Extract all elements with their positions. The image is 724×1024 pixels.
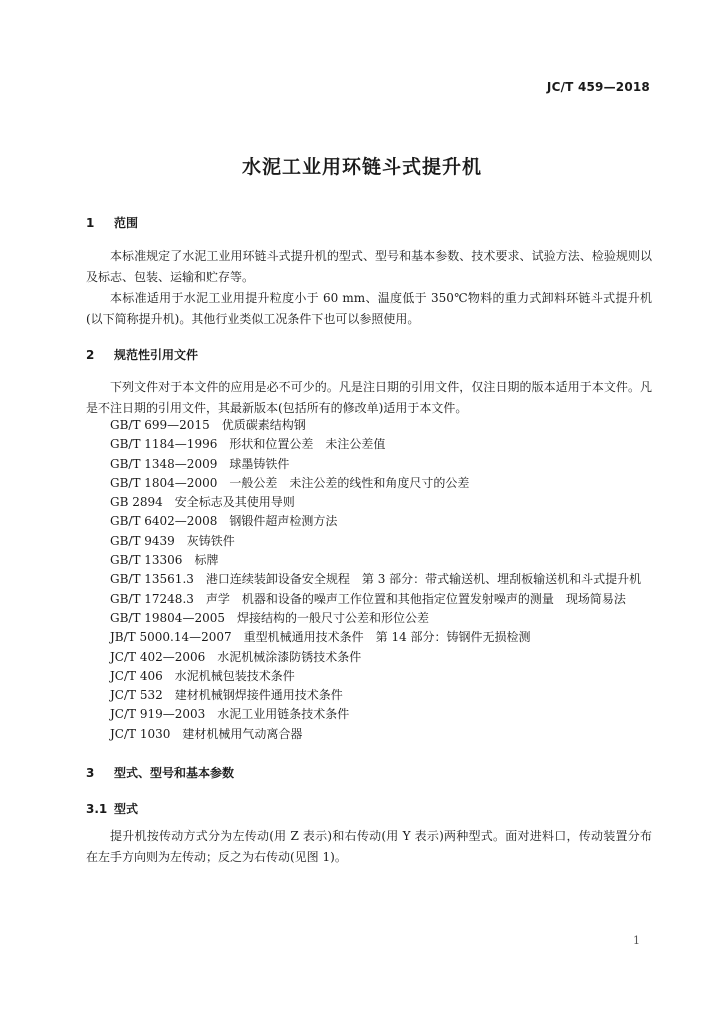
- document-title: 水泥工业用环链斗式提升机: [241, 156, 482, 178]
- section-1-title: 范围: [114, 216, 139, 230]
- section-1-heading: [86, 214, 138, 231]
- reference-item: JC/T 532 建材机械钢焊接件通用技术条件: [110, 688, 343, 703]
- section-1-paragraph-2: 本标准适用于水泥工业用提升粒度小于 60 mm、温度低于 350℃物料的重力式卸料环链斗式提升机(以下简称提升机)。其他行业类似工况条件下也可以参照使用。: [86, 291, 652, 326]
- reference-item: JC/T 406 水泥机械包装技术条件: [110, 668, 295, 683]
- reference-item: GB 2894 安全标志及其使用导则: [110, 495, 295, 510]
- reference-item: GB/T 1348—2009 球墨铸铁件: [110, 456, 290, 471]
- section-2-intro: 下列文件对于本文件的应用是必不可少的。凡是注日期的引用文件，仅注日期的版本适用于本文件。凡是不注日期的引用文件，其最新版本(包括所有的修改单)适用于本文件。: [86, 380, 652, 415]
- reference-item: GB/T 17248.3 声学 机器和设备的噪声工作位置和其他指定位置发射噪声的测量 现场简易法: [110, 591, 626, 606]
- reference-item: JC/T 919—2003 水泥工业用链条技术条件: [110, 707, 350, 722]
- reference-item: GB/T 13561.3 港口连续装卸设备安全规程 第 3 部分：带式输送机、埋刮板输送机和斗式提升机: [110, 572, 642, 587]
- section-3-1-paragraph: 提升机按传动方式分为左传动(用 Z 表示)和右传动(用 Y 表示)两种型式。面对进料口，传动装置分布在左手方向则为左传动；反之为右传动(见图 1)。: [86, 829, 652, 864]
- section-3-heading: [86, 764, 234, 781]
- section-3-1-heading: [86, 800, 138, 817]
- reference-item: GB/T 1184—1996 形状和位置公差 未注公差值: [110, 437, 386, 452]
- section-2-number: 2: [86, 348, 95, 362]
- page-number: 1: [633, 934, 640, 947]
- reference-item: GB/T 19804—2005 焊接结构的一般尺寸公差和形位公差: [110, 610, 429, 625]
- section-3-1-title: 型式: [114, 802, 139, 816]
- reference-item: JB/T 5000.14—2007 重型机械通用技术条件 第 14 部分：铸钢件无损检测: [110, 630, 531, 645]
- section-3-1-number: 3.1: [86, 802, 108, 816]
- section-1-paragraph-1: 本标准规定了水泥工业用环链斗式提升机的型式、型号和基本参数、技术要求、试验方法、检验规则以及标志、包装、运输和贮存等。: [86, 249, 652, 284]
- section-2-heading: [86, 346, 198, 363]
- reference-item: GB/T 699—2015 优质碳素结构钢: [110, 418, 306, 432]
- document-code: JC/T 459—2018: [546, 80, 650, 94]
- section-2-title: 规范性引用文件: [114, 348, 199, 362]
- section-1-number: 1: [86, 216, 95, 230]
- section-3-number: 3: [86, 766, 95, 780]
- section-3-title: 型式、型号和基本参数: [114, 766, 235, 780]
- reference-item: GB/T 9439 灰铸铁件: [110, 533, 235, 548]
- reference-item: GB/T 13306 标牌: [110, 553, 219, 568]
- reference-item: GB/T 6402—2008 钢锻件超声检测方法: [110, 514, 338, 529]
- reference-item: JC/T 402—2006 水泥机械涂漆防锈技术条件: [110, 649, 362, 664]
- reference-item: GB/T 1804—2000 一般公差 未注公差的线性和角度尺寸的公差: [110, 475, 470, 490]
- reference-list: [110, 416, 641, 744]
- reference-item: JC/T 1030 建材机械用气动离合器: [110, 726, 303, 741]
